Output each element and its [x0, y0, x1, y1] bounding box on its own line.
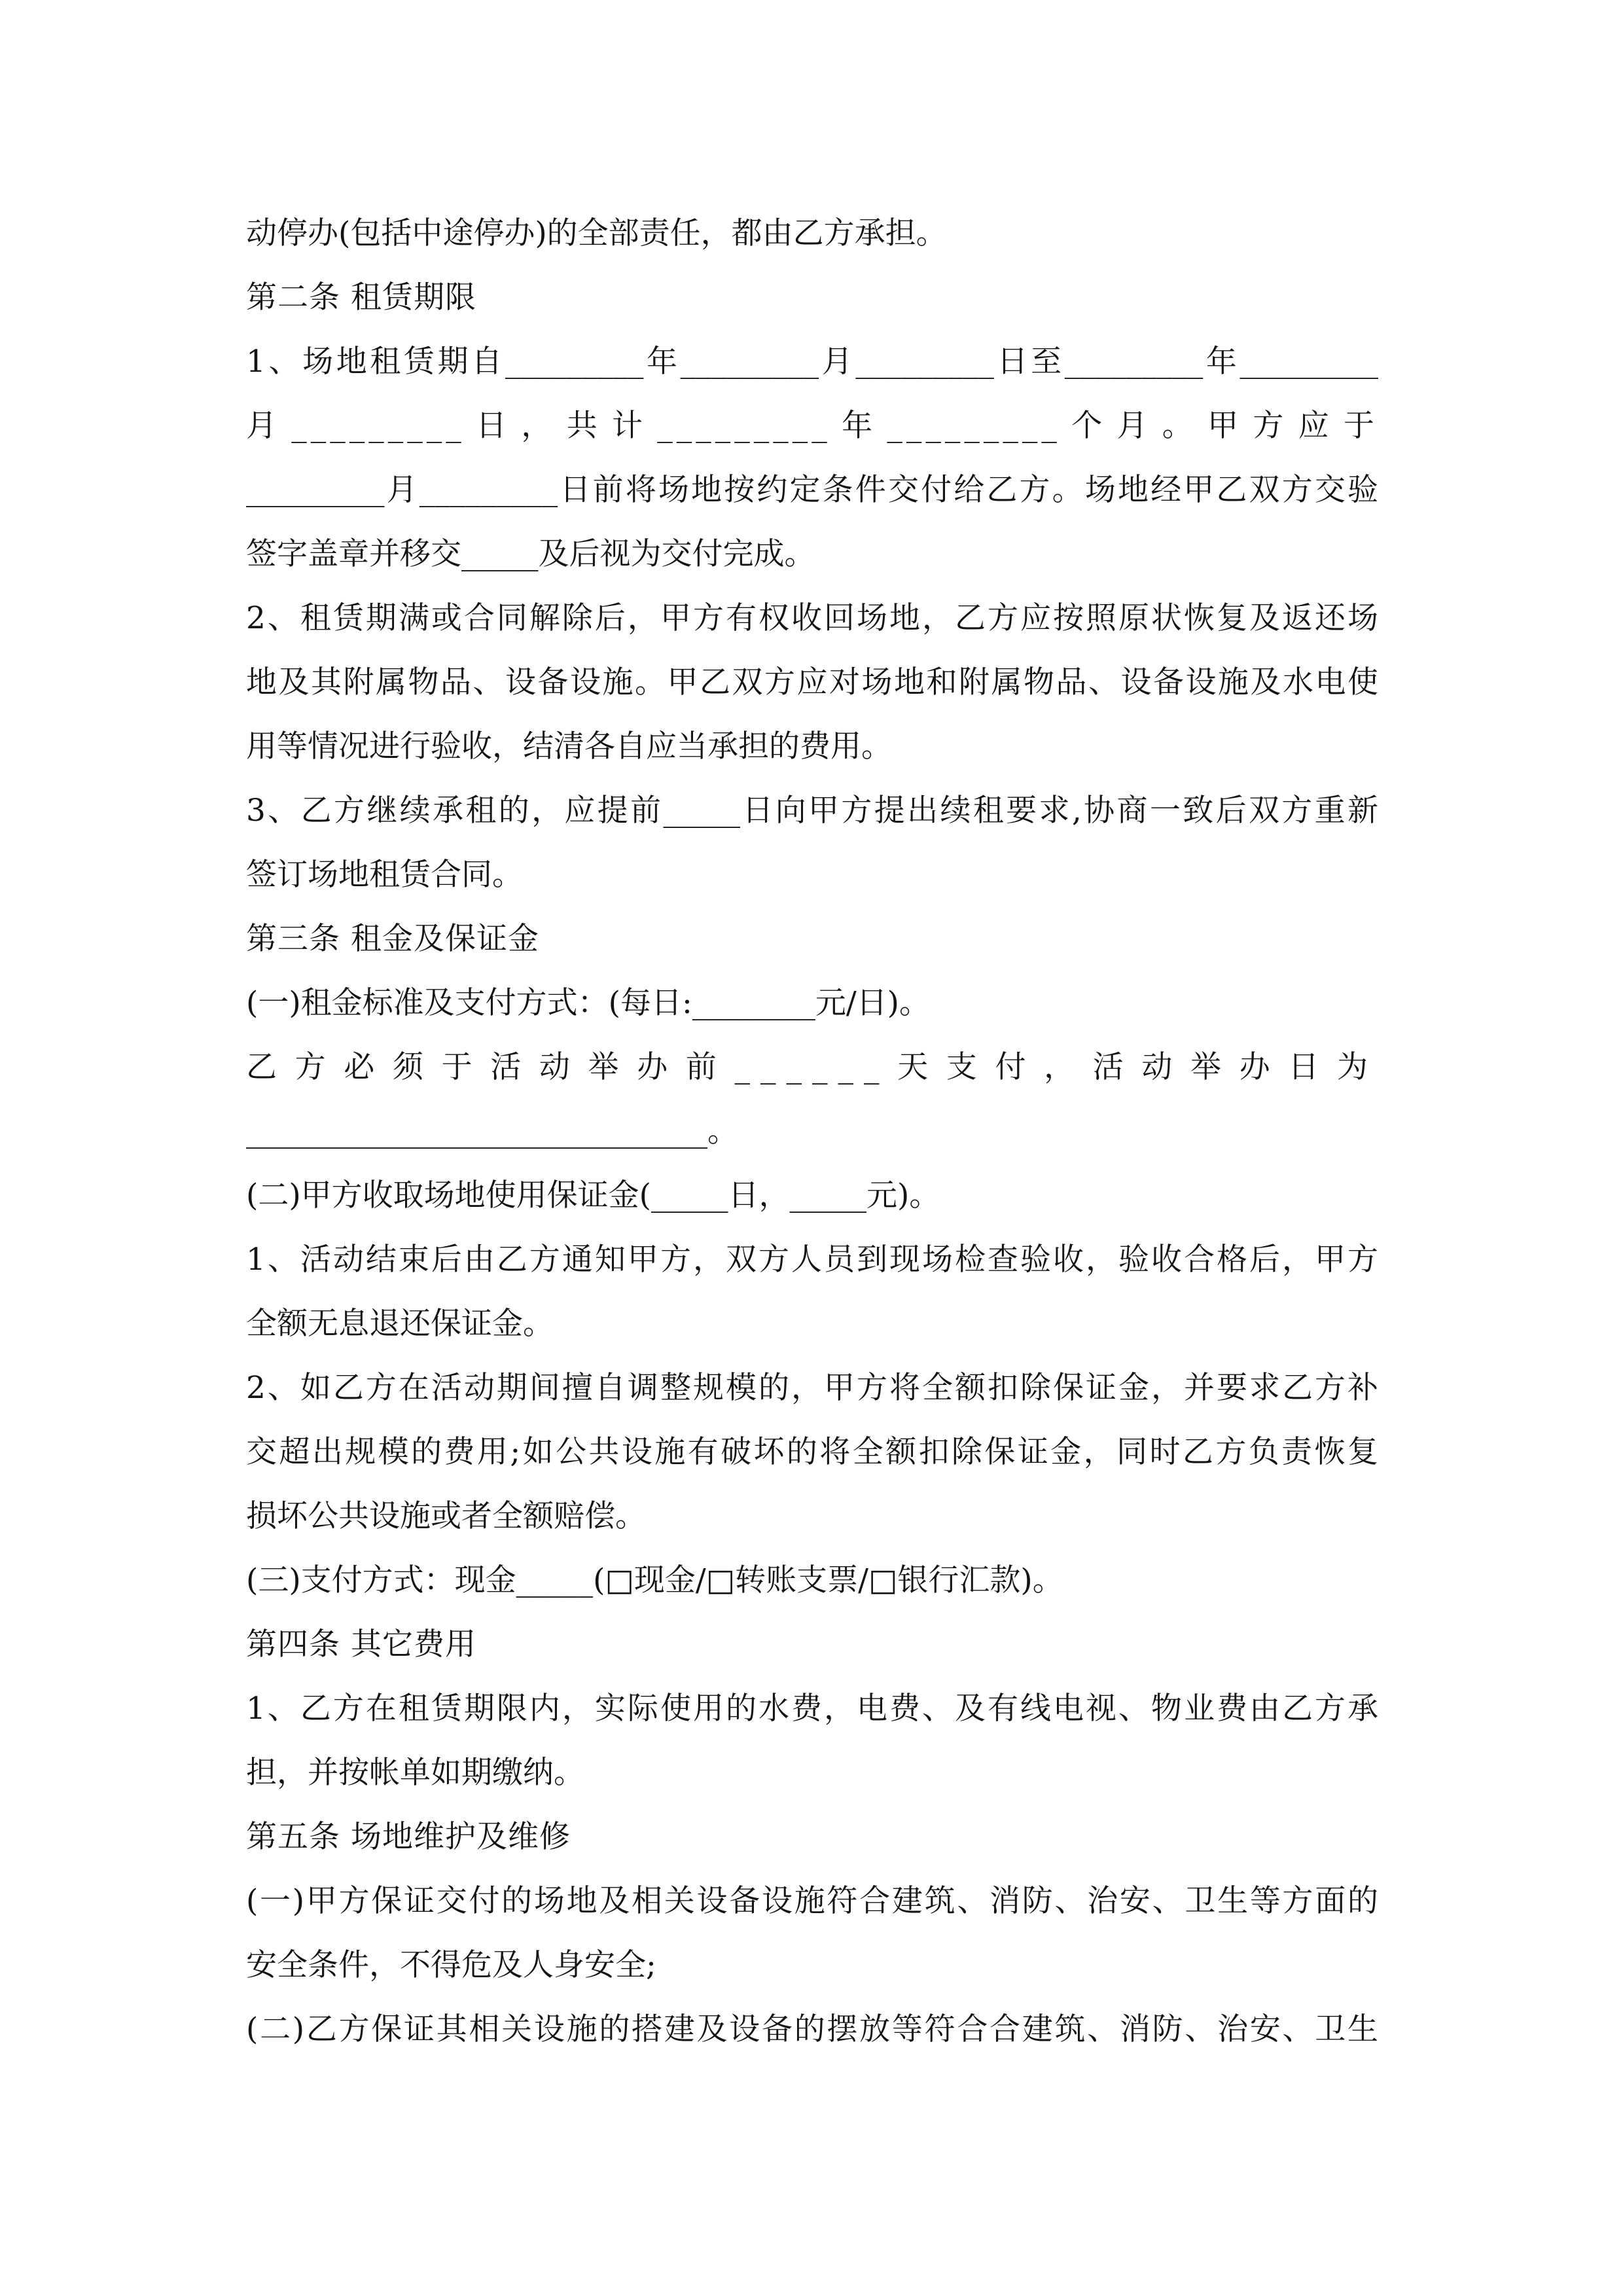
document-body [246, 202, 1378, 2062]
text-line: _________月_________日前将场地按约定条件交付给乙方。场地经甲乙双方交验 [246, 472, 1378, 508]
text-line: (二)甲方收取场地使用保证金(_____日，_____元)。 [246, 1177, 940, 1213]
text-line: 2、如乙方在活动期间擅自调整规模的，甲方将全额扣除保证金，并要求乙方补 [246, 1370, 1378, 1406]
text-line: 2、租赁期满或合同解除后，甲方有权收回场地，乙方应按照原状恢复及返还场 [246, 600, 1378, 636]
text-line: (一)甲方保证交付的场地及相关设备设施符合建筑、消防、治安、卫生等方面的 [246, 1883, 1378, 1919]
text-line: 签字盖章并移交_____及后视为交付完成。 [246, 536, 815, 572]
text-line: 1、活动结束后由乙方通知甲方，双方人员到现场检查验收，验收合格后，甲方 [246, 1242, 1378, 1278]
section-heading: 第三条 租金及保证金 [246, 921, 539, 957]
text-line: 月_________日，共计_________年_________个月。甲方应于 [246, 408, 1378, 444]
text-line: 乙方必须于活动举办前______天支付，活动举办日为 [246, 1049, 1378, 1085]
text-line: 1、乙方在租赁期限内，实际使用的水费，电费、及有线电视、物业费由乙方承 [246, 1691, 1378, 1727]
section-heading: 第五条 场地维护及维修 [246, 1819, 571, 1855]
text-line: 1、场地租赁期自_________年_________月_________日至_________年_________ [246, 344, 1378, 380]
text-line: 全额无息退还保证金。 [246, 1306, 554, 1342]
section-heading: 第四条 其它费用 [246, 1626, 476, 1662]
section-heading: 第二条 租赁期限 [246, 279, 476, 315]
text-line: 动停办(包括中途停办)的全部责任，都由乙方承担。 [246, 215, 947, 251]
text-line: (三)支付方式：现金_____(□现金/□转账支票/□银行汇款)。 [246, 1562, 1063, 1598]
text-line: 用等情况进行验收，结清各自应当承担的费用。 [246, 728, 892, 764]
text-line: (一)租金标准及支付方式：(每日:________元/日)。 [246, 985, 931, 1021]
text-line: 损坏公共设施或者全额赔偿。 [246, 1498, 646, 1534]
text-line: 交超出规模的费用;如公共设施有破坏的将全额扣除保证金，同时乙方负责恢复 [246, 1434, 1378, 1470]
text-line: 担，并按帐单如期缴纳。 [246, 1755, 584, 1791]
text-line: 签订场地租赁合同。 [246, 857, 523, 893]
text-line: ______________________________。 [246, 1113, 738, 1149]
text-line: 3、乙方继续承租的，应提前_____日向甲方提出续租要求,协商一致后双方重新 [246, 793, 1378, 829]
text-line: (二)乙方保证其相关设施的搭建及设备的摆放等符合合建筑、消防、治安、卫生 [246, 2011, 1378, 2047]
text-line: 地及其附属物品、设备设施。甲乙双方应对场地和附属物品、设备设施及水电使 [246, 664, 1378, 700]
text-line: 安全条件，不得危及人身安全; [246, 1947, 656, 1983]
